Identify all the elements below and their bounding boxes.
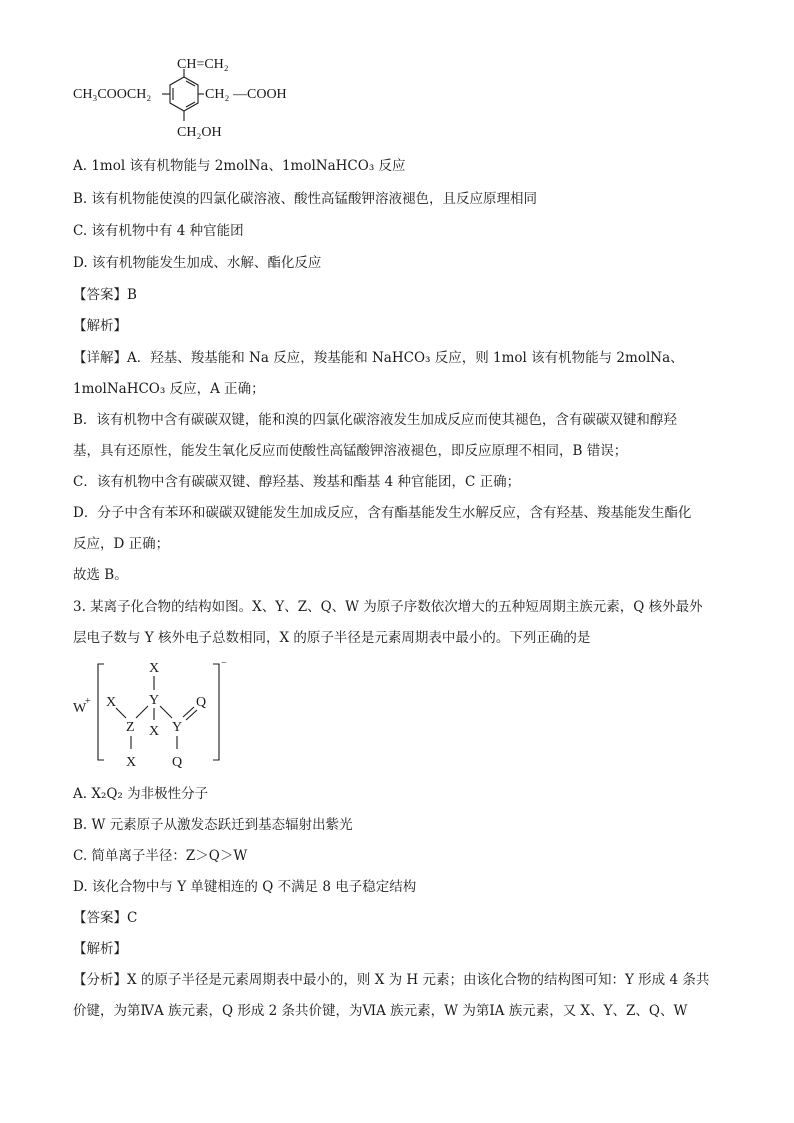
q3-option-c: C. 简单离子半径：Z＞Q＞W xyxy=(73,848,248,864)
ring-inner-bond xyxy=(186,81,195,86)
q2-option-b: B. 该有机物能使溴的四氯化碳溶液、酸性高锰酸钾溶液褪色，且反应原理相同 xyxy=(73,191,538,207)
group-acetoxymethyl: CH₃COOCH₂ xyxy=(73,87,152,102)
atom-z: Z xyxy=(126,720,135,735)
organic-structure-diagram xyxy=(70,55,310,150)
q2-answer: 【答案】B xyxy=(73,287,137,303)
q2-option-d: D. 该有机物能发生加成、水解、酯化反应 xyxy=(73,255,322,271)
q2-analysis-title: 【解析】 xyxy=(73,318,127,334)
bond-y2-q-double-1 xyxy=(183,707,194,717)
ring-inner-bond xyxy=(186,102,195,107)
q2-analysis-line: 基，具有还原性，能发生氧化反应而使酸性高锰酸钾溶液褪色，即反应原理不相同，B 错误； xyxy=(73,443,628,459)
atom-q-bottom: Q xyxy=(172,755,183,770)
q2-option-a: A. 1mol 该有机物能与 2molNa、1molNaHCO₃ 反应 xyxy=(73,158,406,174)
bond-y1-z xyxy=(136,706,148,718)
group-ch2: CH₂ xyxy=(205,87,230,102)
q2-analysis-line: C．该有机物中含有碳碳双键、醇羟基、羧基和酯基 4 种官能团，C 正确； xyxy=(73,474,521,490)
q2-analysis-line: D．分子中含有苯环和碳碳双键能发生加成反应，含有酯基能发生水解反应，含有羟基、羧基能发生酯化 xyxy=(73,505,692,521)
q3-answer: 【答案】C xyxy=(73,910,138,926)
atom-y2: Y xyxy=(172,720,183,735)
ionic-structure-diagram xyxy=(70,656,240,771)
q2-option-c: C. 该有机物中有 4 种官能团 xyxy=(73,223,244,239)
q3-option-d: D. 该化合物中与 Y 单键相连的 Q 不满足 8 电子稳定结构 xyxy=(73,879,417,895)
bond-dash: — xyxy=(233,87,247,102)
q3-analysis-line: 价键，为第ⅣA 族元素，Q 形成 2 条共价键，为ⅥA 族元素，W 为第ⅠA 族元素，又 X、Y、Z、Q、W xyxy=(73,1003,688,1019)
q2-analysis-line: 反应，D 正确； xyxy=(73,536,170,552)
q3-stem-line: 层电子数与 Y 核外电子总数相同，X 的原子半径是元素周期表中最小的。下列正确的是 xyxy=(73,630,591,646)
benzene-ring xyxy=(170,77,198,111)
anion-charge: − xyxy=(221,658,227,669)
q2-analysis-line: B．该有机物中含有碳碳双键，能和溴的四氯化碳溶液发生加成反应而使其褪色，含有碳碳双键和醇羟 xyxy=(73,412,677,428)
right-bracket xyxy=(213,664,219,760)
atom-x-mid: X xyxy=(149,724,160,739)
cation-w: W xyxy=(73,701,87,716)
group-vinyl: CH=CH₂ xyxy=(177,57,229,72)
bond-xl-z xyxy=(116,708,126,718)
q2-conclusion: 故选 B。 xyxy=(73,567,128,583)
q2-analysis-line: 1molNaHCO₃ 反应，A 正确； xyxy=(73,381,265,397)
atom-x-top: X xyxy=(149,661,160,676)
q3-analysis-title: 【解析】 xyxy=(73,941,127,957)
q3-option-a: A. X₂Q₂ 为非极性分子 xyxy=(73,786,209,802)
q3-analysis-line: 【分析】X 的原子半径是元素周期表中最小的，则 X 为 H 元素；由该化合物的结构图可知：Y 形成 4 条共 xyxy=(73,972,710,988)
atom-x-bottom: X xyxy=(126,755,137,770)
group-cooh: COOH xyxy=(247,87,287,102)
q3-option-b: B. W 元素原子从激发态跃迁到基态辐射出紫光 xyxy=(73,817,353,833)
group-hydroxymethyl: CH₂OH xyxy=(177,125,222,140)
q3-stem-line: 3. 某离子化合物的结构如图。X、Y、Z、Q、W 为原子序数依次增大的五种短周期主族元素，Q 核外最外 xyxy=(73,599,703,615)
atom-q-right: Q xyxy=(196,695,207,710)
atom-y1: Y xyxy=(149,693,160,708)
bond-y2-q-double-2 xyxy=(186,710,197,720)
atom-x-left: X xyxy=(106,695,117,710)
bond-y1-y2 xyxy=(160,706,172,718)
cation-charge: + xyxy=(85,696,91,707)
q2-analysis-line: 【详解】A．羟基、羧基能和 Na 反应，羧基能和 NaHCO₃ 反应，则 1mol 该有机物能与 2molNa、 xyxy=(73,350,684,366)
left-bracket xyxy=(98,664,104,760)
